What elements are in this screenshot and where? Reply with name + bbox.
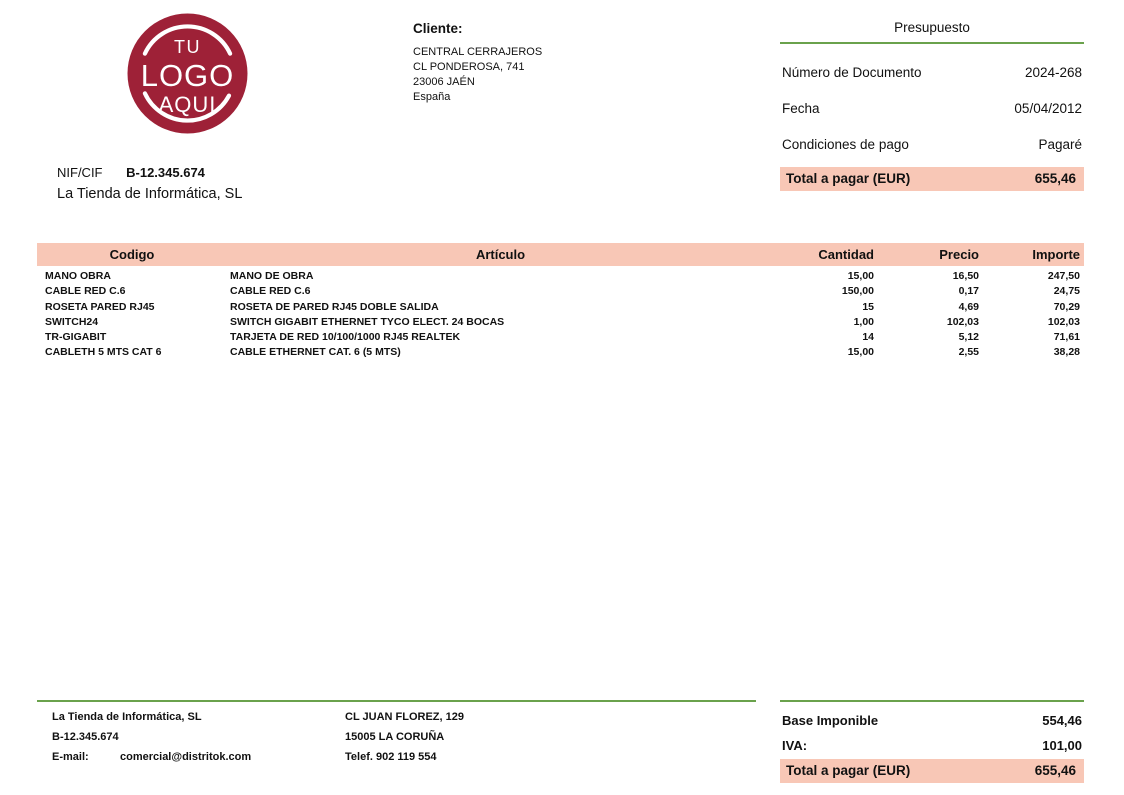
item-price-cell: 16,50: [952, 270, 979, 282]
item-code-cell: CABLE RED C.6: [45, 285, 126, 298]
client-city: 23006 JAÉN: [413, 76, 475, 88]
client-name: CENTRAL CERRAJEROS: [413, 46, 543, 58]
header-amount: Importe: [1032, 247, 1080, 262]
document-type-title: Presupuesto: [780, 20, 1084, 44]
iva-row: [780, 738, 1084, 753]
item-code-cell: ROSETA PARED RJ45: [45, 300, 155, 313]
item-article-cell: MANO DE OBRA: [230, 270, 314, 282]
logo-line3: AQUI: [158, 92, 217, 117]
footer-email-label: E-mail:: [52, 751, 89, 763]
item-amount-cell: 247,50: [1047, 270, 1080, 282]
company-name: La Tienda de Informática, SL: [57, 186, 243, 202]
date-value: 05/04/2012: [1014, 101, 1082, 116]
client-heading: Cliente:: [413, 21, 463, 36]
logo-line1: TU: [174, 37, 201, 57]
base-imponible-label: Base Imponible: [782, 713, 879, 728]
payment-terms-row: [780, 137, 1084, 152]
summary-total-value: 655,46: [1034, 171, 1076, 186]
header-article: Artículo: [475, 247, 526, 262]
nif-label: NIF/CIF: [57, 165, 103, 180]
client-country: España: [413, 91, 451, 103]
company-logo: [125, 11, 250, 136]
date-row: [780, 101, 1084, 116]
payment-terms-label: Condiciones de pago: [782, 137, 909, 152]
item-amount-cell: 38,28: [1053, 346, 1080, 359]
base-imponible-row: [780, 713, 1084, 728]
grand-total-value: 655,46: [1034, 763, 1076, 778]
footer-company-name: La Tienda de Informática, SL: [52, 711, 202, 723]
item-price-cell: 102,03: [946, 315, 979, 328]
logo-placeholder-icon: [125, 11, 250, 136]
item-amount-cell: 24,75: [1053, 285, 1080, 298]
document-number-value: 2024-268: [1024, 65, 1082, 80]
footer-company-column: [52, 712, 345, 772]
item-article-cell: SWITCH GIGABIT ETHERNET TYCO ELECT. 24 BOCAS: [230, 315, 505, 328]
summary-panel: [780, 20, 1084, 191]
item-price-cell: 0,17: [958, 285, 979, 298]
table-row: [37, 284, 1084, 299]
nif-value: B-12.345.674: [126, 165, 205, 180]
table-row: [37, 269, 1084, 284]
payment-terms-value: Pagaré: [1038, 137, 1082, 152]
item-amount-cell: 102,03: [1047, 315, 1080, 328]
item-amount-cell: 70,29: [1053, 300, 1080, 313]
summary-total-row: [780, 167, 1084, 191]
logo-line2: LOGO: [140, 58, 235, 93]
document-number-row: [780, 65, 1084, 80]
base-imponible-value: 554,46: [1042, 713, 1082, 728]
company-nif-line: [57, 165, 205, 180]
footer-email-value: comercial@distritok.com: [120, 751, 252, 763]
date-label: Fecha: [782, 101, 820, 116]
table-row: [37, 300, 1084, 315]
grand-total-row: [780, 759, 1084, 783]
item-quantity-cell: 15: [862, 300, 874, 313]
footer-address-line2: 15005 LA CORUÑA: [345, 731, 445, 743]
item-quantity-cell: 15,00: [847, 346, 874, 359]
client-address: CL PONDEROSA, 741: [413, 61, 525, 73]
item-code-cell: SWITCH24: [45, 315, 99, 328]
item-quantity-cell: 1,00: [853, 315, 874, 328]
iva-value: 101,00: [1042, 738, 1082, 753]
item-code-cell: CABLETH 5 MTS CAT 6: [45, 346, 162, 359]
footer-company-info: [37, 700, 756, 772]
client-block: [413, 21, 713, 105]
item-price-cell: 4,69: [958, 300, 979, 313]
header-quantity: Cantidad: [818, 247, 874, 262]
footer-address-column: [345, 712, 464, 772]
item-quantity-cell: 14: [862, 331, 874, 344]
footer-company-nif: B-12.345.674: [52, 731, 119, 743]
item-article-cell: TARJETA DE RED 10/100/1000 RJ45 REALTEK: [230, 331, 461, 344]
item-quantity-cell: 150,00: [841, 285, 874, 298]
item-article-cell: CABLE RED C.6: [230, 285, 311, 298]
items-table-header: [37, 243, 1084, 266]
document-number-label: Número de Documento: [782, 65, 922, 80]
header-price: Precio: [939, 247, 979, 262]
footer-email-row: [52, 752, 345, 763]
item-quantity-cell: 15,00: [847, 270, 874, 282]
item-article-cell: CABLE ETHERNET CAT. 6 (5 MTS): [230, 346, 401, 359]
grand-total-label: Total a pagar (EUR): [786, 763, 911, 778]
totals-panel: [780, 700, 1084, 783]
item-price-cell: 2,55: [958, 346, 979, 359]
header-code: Codigo: [109, 247, 155, 262]
item-price-cell: 5,12: [958, 331, 979, 344]
iva-label: IVA:: [782, 738, 808, 753]
footer-address-line1: CL JUAN FLOREZ, 129: [345, 711, 464, 723]
items-table: [37, 243, 1084, 361]
footer-phone: Telef. 902 119 554: [345, 751, 437, 763]
summary-total-label: Total a pagar (EUR): [786, 171, 911, 186]
item-code-cell: MANO OBRA: [45, 270, 111, 282]
items-table-body: [37, 269, 1084, 361]
item-article-cell: ROSETA DE PARED RJ45 DOBLE SALIDA: [230, 300, 439, 313]
table-row: [37, 315, 1084, 330]
table-row: [37, 345, 1084, 360]
item-amount-cell: 71,61: [1053, 331, 1080, 344]
table-row: [37, 330, 1084, 345]
item-code-cell: TR-GIGABIT: [45, 331, 107, 344]
